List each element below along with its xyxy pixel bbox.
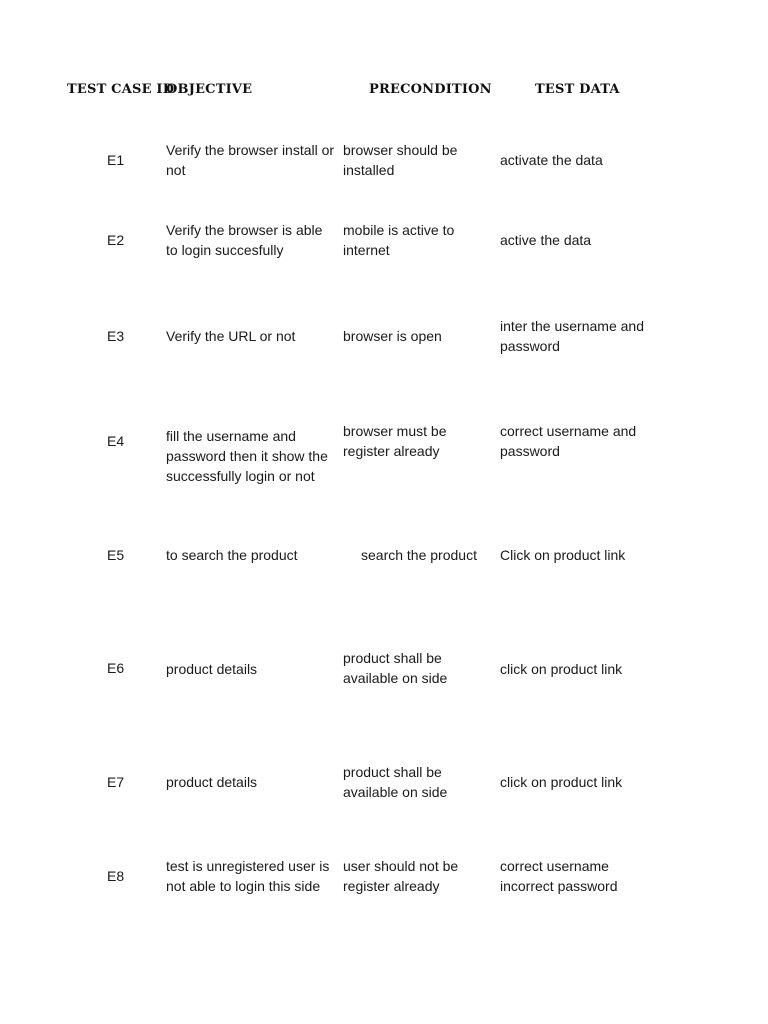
header-test-case-id: TEST CASE ID [67,82,175,97]
row-3-precondition: browser is open [343,328,442,344]
row-6-test-case-id: E6 [107,660,125,676]
row-3-objective: Verify the URL or not [166,328,296,344]
row-4-test-data: correct username and password [500,423,637,459]
row-3-test-case-id: E3 [107,328,125,344]
row-6-objective: product details [166,661,258,677]
row-8-test-case-id: E8 [107,868,125,884]
row-7-objective: product details [166,774,258,790]
row-7-test-data: click on product link [500,774,623,790]
row-7-precondition: product shall be available on side [343,764,448,800]
row-1-objective: Verify the browser install or not [166,142,335,178]
row-1-precondition: browser should be installed [343,142,458,178]
row-2-objective: Verify the browser is able to login succesfully [166,222,323,258]
row-4-objective: fill the username and password then it show the successfully login or not [166,428,328,484]
row-3-test-data: inter the username and password [500,318,644,354]
row-5-test-case-id: E5 [107,547,125,563]
header-test-data: TEST DATA [535,82,620,97]
row-4-precondition: browser must be register already [343,423,447,459]
row-4-test-case-id: E4 [107,433,125,449]
row-7-test-case-id: E7 [107,774,125,790]
row-2-test-data: active the data [500,232,592,248]
row-1-test-case-id: E1 [107,152,125,168]
header-precondition: PRECONDITION [369,82,492,97]
row-8-test-data: correct username incorrect password [500,858,618,894]
row-6-test-data: click on product link [500,661,623,677]
row-5-test-data: Click on product link [500,547,626,563]
row-8-precondition: user should not be register already [343,858,459,894]
row-5-objective: to search the product [166,547,298,563]
row-5-precondition: search the product [361,547,477,563]
header-objective: OBJECTIVE [166,82,253,97]
row-6-precondition: product shall be available on side [343,650,448,686]
row-2-test-case-id: E2 [107,232,125,248]
row-1-test-data: activate the data [500,152,603,168]
row-8-objective: test is unregistered user is not able to login this side [166,858,330,894]
row-2-precondition: mobile is active to internet [343,222,455,258]
